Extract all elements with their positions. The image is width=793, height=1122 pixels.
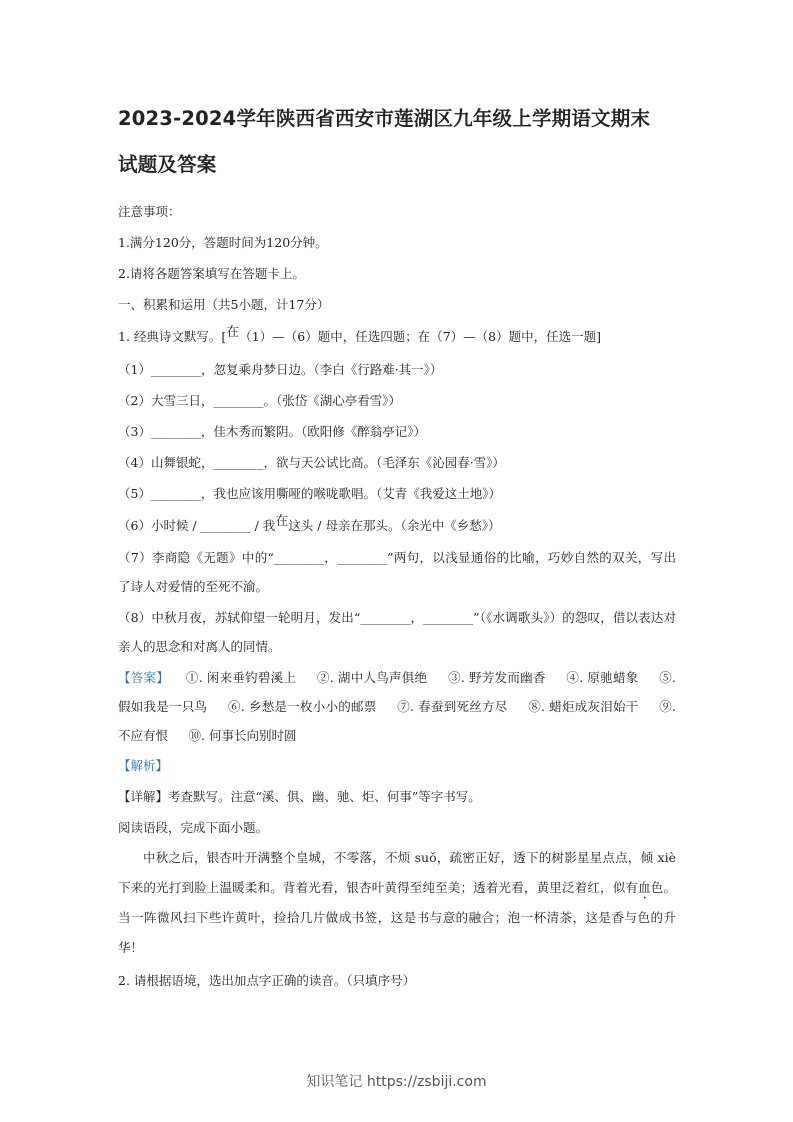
analysis-label: 【解析】: [118, 758, 169, 773]
question-1-item-5: （5）________，我也应该用嘶哑的喉咙歌唱。（艾青《我爱这土地》）: [118, 486, 501, 501]
document-page: [118, 96, 676, 996]
answer-item-2: ②. 湖中人鸟声俱绝: [316, 670, 428, 685]
passage-part-b: 色。当一阵微风扫下些许黄叶，捡拾几片做成书签，这是书与意的融合；泡一杯清茶，这是香与色的升华！: [118, 880, 676, 955]
item-6-part-a: （6）小时候 / ________ / 我: [118, 518, 276, 533]
item-6-part-b: 这头 / 母亲在那头。（余光中《乡愁》）: [288, 518, 501, 533]
question-1-item-6: [118, 509, 676, 543]
section-heading-1: 一、积累和运用（共5小题，计17分）: [118, 297, 330, 312]
answer-item-5: ⑤. 假如我是一只鸟: [118, 670, 676, 714]
question-1: [118, 320, 676, 354]
question-1-item-3: （3）________，佳木秀而繁阴。（欧阳修《醉翁亭记》）: [118, 424, 426, 439]
passage-dotted-char: 血: [638, 880, 651, 895]
notice-item-1: 1.满分120分，答题时间为120分钟。: [118, 235, 328, 250]
footer-watermark: 知识笔记 https://zsbiji.com: [306, 1074, 487, 1090]
title-line-2: 试题及答案: [118, 153, 217, 176]
question-1-item-8: （8）中秋月夜，苏轼仰望一轮明月，发出“________，________”（《水调歌头》）的怨叹，借以表达对亲人的思念和对离人的同情。: [118, 610, 676, 654]
title-line-1: 2023-2024学年陕西省西安市莲湖区九年级上学期语文期末: [118, 107, 651, 130]
question-1-zai: 在: [226, 325, 240, 340]
question-1-item-7: （7）李商隐《无题》中的“________，________”两句，以浅显通俗的比喻，巧妙自然的双关，写出了诗人对爱情的至死不渝。: [118, 550, 676, 594]
question-1-rest: （1）—（6）题中，任选四题；在（7）—（8）题中，任选一题]: [239, 329, 601, 344]
detail-text: 【详解】考查默写。注意“溪、俱、幽、驰、炬、何事”等字书写。: [118, 789, 481, 804]
question-1-item-4: （4）山舞银蛇，________，欲与天公试比高。（毛泽东《沁园春·雪》）: [118, 455, 505, 470]
question-2: 2. 请根据语境，选出加点字正确的读音。（只填序号）: [118, 973, 416, 988]
answer-item-1: ①. 闲来垂钓碧溪上: [185, 670, 297, 685]
answer-item-10: ⑩. 何事长向别时圆: [188, 728, 297, 743]
answer-label: 【答案】: [118, 670, 170, 685]
passage-part-a: 中秋之后，银杏叶开满整个皇城，不零落，不烦 suǒ，疏密正好，透下的树影星星点点，倾 xiè下来的光打到脸上温暖柔和。背着光看，银杏叶黄得至纯至美；透着光看，黄里泛着红，似有: [118, 850, 676, 895]
answer-block: [118, 663, 676, 750]
document-title: [118, 96, 676, 188]
answer-item-4: ④. 原驰蜡象: [566, 670, 639, 685]
question-1-prefix: 1. 经典诗文默写。[: [118, 329, 227, 344]
answer-item-9: ⑨. 不应有恨: [118, 699, 676, 743]
item-6-zai: 在: [275, 514, 289, 529]
reading-instruction: 阅读语段，完成下面小题。: [118, 820, 269, 835]
question-1-item-1: （1）________，忽复乘舟梦日边。（李白《行路难·其一》）: [118, 362, 443, 377]
question-1-item-2: （2）大雪三日，________。（张岱《湖心亭看雪》）: [118, 393, 401, 408]
answer-item-3: ③. 野芳发而幽香: [448, 670, 546, 685]
answer-item-8: ⑧. 蜡炬成灰泪始干: [528, 699, 639, 714]
answer-item-7: ⑦. 春蚕到死丝方尽: [397, 699, 508, 714]
reading-passage: [118, 843, 676, 963]
notice-item-2: 2.请将各题答案填写在答题卡上。: [118, 266, 305, 281]
notice-heading: 注意事项：: [118, 204, 181, 219]
answer-item-6: ⑥. 乡愁是一枚小小的邮票: [228, 699, 377, 714]
